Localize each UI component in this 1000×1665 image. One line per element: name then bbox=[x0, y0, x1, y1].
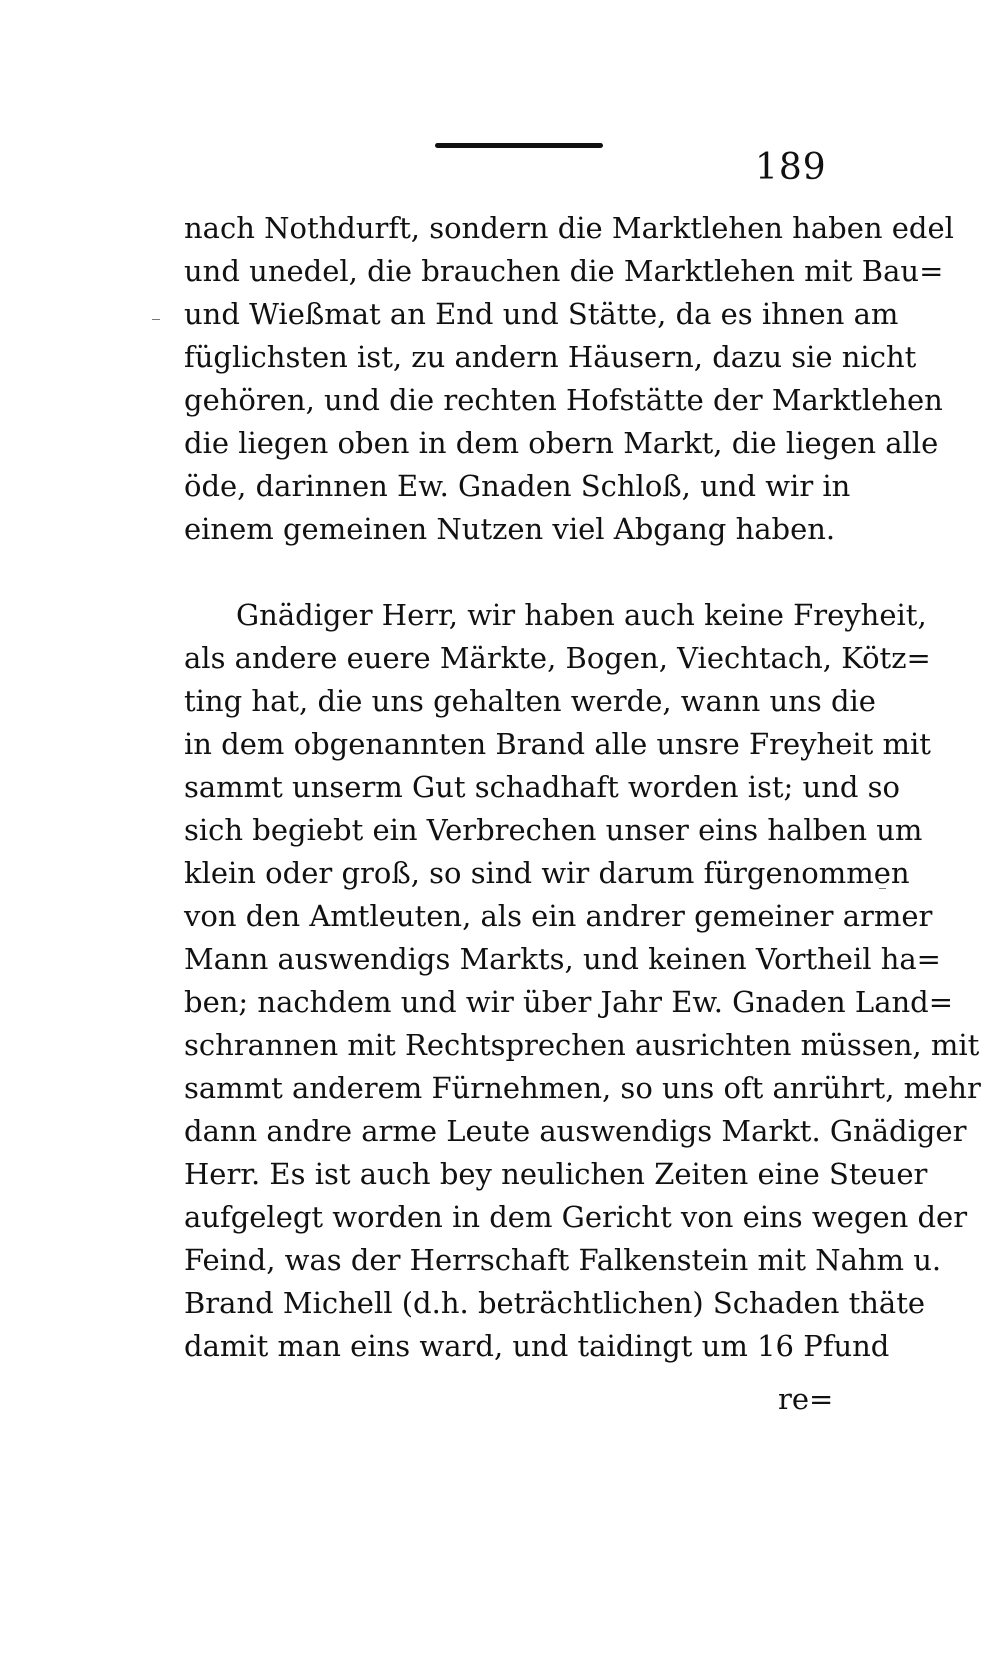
text-line: in dem obgenannten Brand alle unsre Freyheit mit bbox=[184, 727, 931, 761]
text-line: gehören, und die rechten Hofstätte der Marktlehen bbox=[184, 383, 943, 417]
text-line: dann andre arme Leute auswendigs Markt. Gnädiger bbox=[184, 1114, 967, 1148]
paragraph-2 bbox=[184, 594, 981, 1368]
margin-mark bbox=[152, 319, 160, 320]
paragraph-1 bbox=[184, 207, 954, 551]
text-line: Herr. Es ist auch bey neulichen Zeiten eine Steuer bbox=[184, 1157, 928, 1191]
text-line: einem gemeinen Nutzen viel Abgang haben. bbox=[184, 512, 836, 546]
text-line: von den Amtleuten, als ein andrer gemeiner armer bbox=[184, 899, 933, 933]
text-line: und unedel, die brauchen die Marktlehen mit Bau= bbox=[184, 254, 944, 288]
text-line: nach Nothdurft, sondern die Marktlehen haben edel bbox=[184, 211, 954, 245]
header-rule bbox=[435, 143, 603, 148]
text-line: sammt anderem Fürnehmen, so uns oft anrührt, mehr bbox=[184, 1071, 981, 1105]
text-line: aufgelegt worden in dem Gericht von eins wegen der bbox=[184, 1200, 968, 1234]
text-line: füglichsten ist, zu andern Häusern, dazu sie nicht bbox=[184, 340, 917, 374]
text-line: Feind, was der Herrschaft Falkenstein mit Nahm u. bbox=[184, 1243, 942, 1277]
text-line: damit man eins ward, und taidingt um 16 Pfund bbox=[184, 1329, 890, 1363]
margin-mark bbox=[879, 888, 886, 889]
text-line: und Wießmat an End und Stätte, da es ihnen am bbox=[184, 297, 899, 331]
text-line: schrannen mit Rechtsprechen ausrichten müssen, mit bbox=[184, 1028, 980, 1062]
text-line: Gnädiger Herr, wir haben auch keine Freyheit, bbox=[236, 598, 927, 632]
text-line: öde, darinnen Ew. Gnaden Schloß, und wir in bbox=[184, 469, 851, 503]
text-line: ting hat, die uns gehalten werde, wann uns die bbox=[184, 684, 876, 718]
page-number: 189 bbox=[755, 147, 827, 188]
text-line: klein oder groß, so sind wir darum fürgenommen bbox=[184, 856, 910, 890]
catchword: re= bbox=[778, 1382, 834, 1416]
text-line: Mann auswendigs Markts, und keinen Vortheil ha= bbox=[184, 942, 941, 976]
text-line: Brand Michell (d.h. beträchtlichen) Schaden thäte bbox=[184, 1286, 926, 1320]
text-line: die liegen oben in dem obern Markt, die liegen alle bbox=[184, 426, 939, 460]
text-line: als andere euere Märkte, Bogen, Viechtach, Kötz= bbox=[184, 641, 931, 675]
text-line: sammt unserm Gut schadhaft worden ist; und so bbox=[184, 770, 901, 804]
text-line: sich begiebt ein Verbrechen unser eins halben um bbox=[184, 813, 923, 847]
text-line: ben; nachdem und wir über Jahr Ew. Gnaden Land= bbox=[184, 985, 954, 1019]
